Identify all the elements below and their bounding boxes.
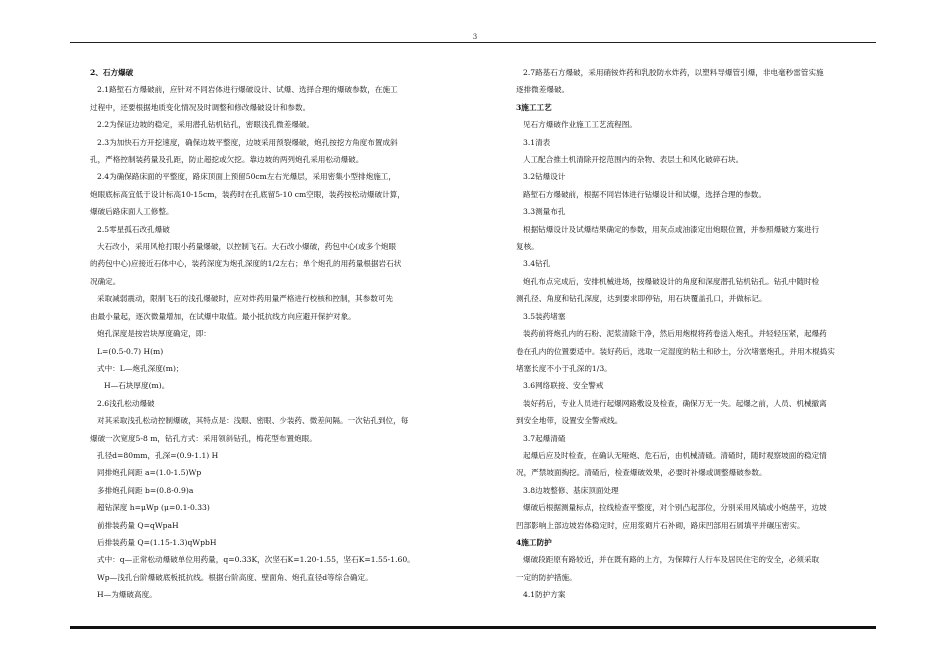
left-text-line: 前排装药量 Q=qWpaH bbox=[97, 520, 179, 530]
right-text-line: 路堑石方爆破前，根据不同岩体进行钻爆设计和试爆，选择合理的参数。 bbox=[523, 189, 766, 199]
right-text-line: 3.6网络联接、安全警戒 bbox=[523, 381, 604, 391]
left-text-line: 式中：L—炮孔深度(m)； bbox=[97, 363, 184, 373]
right-text-line: 3.8边坡整修、基床顶面处理 bbox=[523, 485, 619, 495]
right-text-line: 根据钻爆设计及试爆结果确定的参数，用灰点或油漆定出炮眼位置，并参照爆破方案进行 bbox=[523, 224, 820, 234]
right-text-line: 2.7路基石方爆破，采用硝铵炸药和乳胶防水炸药，以塑料导爆管引爆，非电毫秒雷管实施 bbox=[523, 68, 824, 77]
left-text-line: 炮孔深度是按岩块厚度确定，即： bbox=[97, 329, 211, 339]
left-text-line: 2.2为保证边坡的稳定，采用潜孔钻机钻孔，密眼浅孔微差爆破。 bbox=[97, 120, 315, 130]
right-text-line: 一定的防护措施。 bbox=[516, 572, 577, 582]
footer-rule bbox=[70, 626, 876, 629]
right-text-line: 4.1防护方案 bbox=[523, 590, 566, 600]
right-text-line: 装好药后，专业人员进行起爆网路敷设及检查，确保万无一失。起爆之前，人员、机械撤离 bbox=[523, 398, 827, 408]
left-text-line: 2.5零星孤石改孔爆破 bbox=[97, 224, 170, 234]
right-text-line: 爆破段距原有路较近，并在既有路的上方，为保障行人行车及居民住宅的安全，必须采取 bbox=[523, 555, 820, 565]
header-rule bbox=[70, 42, 876, 43]
left-text-line: 多排炮孔间距 b=(0.8-0.9)a bbox=[97, 485, 194, 495]
right-text-line: 3.4钻孔 bbox=[523, 259, 551, 269]
left-text-line: 况确定。 bbox=[90, 276, 121, 286]
right-text-line: 复核。 bbox=[516, 242, 539, 252]
left-text-line: 超钻深度 h=μWp (μ=0.1-0.33) bbox=[97, 503, 210, 513]
right-text-line: 卷在孔内的位置要适中。装好药后，选取一定湿度的粘土和砂土，分次堵塞炮孔，并用木棍捣实 bbox=[516, 346, 835, 356]
left-text-line: 2.1路堑石方爆破前，应针对不同岩体进行爆破设计、试爆、选择合理的爆破参数，在施工 bbox=[97, 85, 398, 95]
right-text-line: 炮孔布点完成后，安排机械进场，按爆破设计的角度和深度潜孔钻机钻孔。钻孔中随时检 bbox=[523, 276, 820, 286]
left-text-line: 同排炮孔间距 a=(1.0-1.5)Wp bbox=[97, 468, 202, 478]
right-text-line: 3.5装药堵塞 bbox=[523, 311, 566, 321]
right-text-line: 4施工防护 bbox=[516, 537, 552, 547]
right-text-line: 况，严禁坡面掏挖。清碴后，检查爆破效果，必要时补爆或调整爆破参数。 bbox=[516, 468, 767, 478]
left-text-line: H—为爆破高度。 bbox=[97, 590, 157, 600]
right-column bbox=[516, 64, 896, 604]
left-text-line: Wp—浅孔台阶爆破底板抵抗线。根据台阶高度、壁面角、炮孔直径d等综合确定。 bbox=[97, 572, 373, 582]
left-text-line: 大石改小，采用风枪打眼小药量爆破，以控制飞石。大石改小爆破，药包中心(或多个炮眼 bbox=[97, 242, 397, 252]
left-text-line: 2.6浅孔松动爆破 bbox=[97, 398, 155, 408]
right-text-line: 3.7起爆清碴 bbox=[523, 433, 566, 443]
left-text-line: 后排装药量 Q=(1.15-1.3)qWpbH bbox=[97, 537, 217, 547]
right-text-line: 见石方爆破作业施工工艺流程图。 bbox=[523, 120, 637, 130]
left-text-line: 由最小量起，逐次微量增加，在试爆中取值。最小抵抗线方向应避开保护对象。 bbox=[90, 311, 356, 321]
page-number: 3 bbox=[472, 33, 478, 41]
left-column bbox=[90, 64, 472, 604]
left-text-line: H—石块厚度(m)。 bbox=[104, 381, 170, 391]
left-text-line: 对其采取浅孔松动控制爆破，其特点是：浅眼、密眼、少装药、微差间隔。一次钻孔到位，每 bbox=[97, 416, 409, 426]
left-text-line: 爆破一次宽度5-8 m，钻孔方式：采用领斜钻孔，梅花型布置炮眼。 bbox=[90, 433, 317, 443]
right-text-line: 人工配合推土机清除开挖范围内的杂物、表层土和风化破碎石块。 bbox=[523, 155, 744, 165]
left-text-line: 的药包中心)应接近石体中心，装药深度为炮孔深度的1/2左右；单个炮孔的用药量根据岩石状 bbox=[90, 259, 402, 269]
left-text-line: 炮眼底标高宜低于设计标高10-15cm，装药时在孔底留5-10 cm空眼，装药按松动爆破计算， bbox=[90, 189, 405, 199]
left-text-line: 2.4为确保路床面的平整度，路床顶面上预留50cm左右光爆层，采用密集小型排炮施工， bbox=[97, 172, 396, 182]
right-text-line: 逐排微差爆破。 bbox=[516, 85, 570, 95]
right-text-line: 堵塞长度不小于孔深的1/3。 bbox=[516, 363, 612, 373]
right-text-line: 3.3测量布孔 bbox=[523, 207, 566, 217]
left-text-line: 孔径d=80mm，孔深=(0.9-1.1) H bbox=[97, 450, 219, 460]
right-text-line: 凹部影响上部边坡岩体稳定时，应用浆砌片石补砌，路床凹部用石屑填平并碾压密实。 bbox=[516, 520, 805, 530]
left-text-line: L=(0.5-0.7) H(m) bbox=[97, 346, 164, 356]
left-text-line: 过程中，还要根据地质变化情况及时调整和修改爆破设计和参数。 bbox=[90, 102, 311, 112]
left-text-line: 2、石方爆破 bbox=[90, 68, 134, 77]
right-text-line: 装药前将炮孔内的石粉、泥浆清除干净，然后用炮棍将药卷送入炮孔，并轻轻压紧，起爆药 bbox=[523, 329, 827, 339]
left-text-line: 采取减弱震动，限制飞石的浅孔爆破时，应对炸药用量严格进行校核和控制，其参数可先 bbox=[97, 294, 394, 304]
right-text-line: 3.1清表 bbox=[523, 137, 551, 147]
right-text-line: 起爆后应及时检查，在确认无哑炮、危石后，由机械清碴。清碴时，随时观察坡面的稳定情 bbox=[523, 450, 827, 460]
left-text-line: 式中：q—正常松动爆破单位用药量，q=0.33K，次坚石K=1.20-1.55，坚石K=1.55-1.60。 bbox=[97, 555, 415, 565]
left-text-line: 2.3为加快石方开挖速度，确保边坡平整度，边坡采用预裂爆破，炮孔按挖方角度布置成斜 bbox=[97, 137, 398, 147]
right-text-line: 测孔径、角度和钻孔深度，达到要求即停钻，用石块覆盖孔口，并做标记。 bbox=[516, 294, 767, 304]
right-text-line: 到安全地带，设置安全警戒线。 bbox=[516, 416, 623, 426]
right-text-line: 3施工工艺 bbox=[516, 102, 552, 112]
right-text-line: 3.2钻爆设计 bbox=[523, 172, 566, 182]
left-text-line: 爆破后路床面人工修整。 bbox=[90, 207, 174, 217]
right-text-line: 爆破后根据测量标点，拉线检查平整度，对个别凸起部位，分别采用风镐或小炮凿平，边坡 bbox=[523, 503, 827, 513]
left-text-line: 孔，严格控制装药量及孔距，防止超挖或欠挖。靠边坡的两列炮孔采用松动爆破。 bbox=[90, 155, 364, 165]
